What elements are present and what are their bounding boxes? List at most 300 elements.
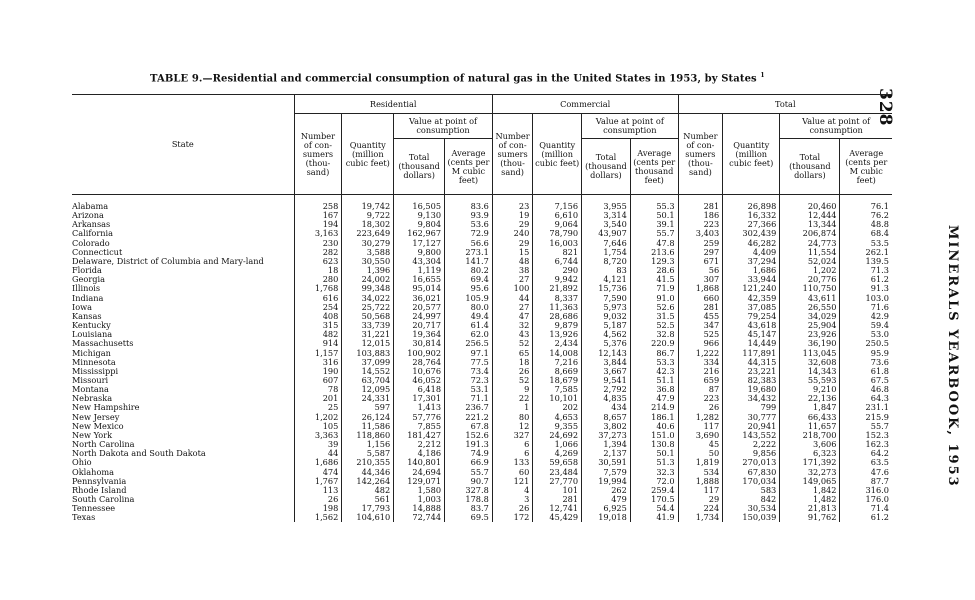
value-cell: 45 [678, 440, 723, 449]
value-cell: 16,655 [394, 275, 445, 284]
value-cell: 190 [294, 367, 342, 376]
value-cell: 281 [533, 495, 582, 504]
value-cell: 29 [492, 239, 532, 248]
value-cell: 52 [492, 339, 532, 348]
state-name-cell: Arizona [72, 211, 104, 221]
value-cell: 7,855 [394, 422, 445, 431]
value-cell: 51.1 [630, 376, 678, 385]
value-cell: 7,216 [533, 358, 582, 367]
value-cell: 71.4 [840, 504, 892, 513]
value-cell: 8,669 [533, 367, 582, 376]
value-cell: 6,323 [780, 449, 840, 458]
value-cell: 61.8 [840, 367, 892, 376]
value-cell: 9,800 [394, 248, 445, 257]
value-cell: 42.3 [630, 367, 678, 376]
value-cell: 103,883 [342, 349, 394, 358]
value-cell: 3,588 [342, 248, 394, 257]
value-cell: 25 [294, 403, 342, 412]
value-cell: 307 [678, 275, 723, 284]
residential-value-total-header: Total (thousand dollars) [394, 139, 445, 195]
value-cell: 479 [582, 495, 631, 504]
value-cell: 11,586 [342, 422, 394, 431]
total-number-header: Number of con- sumers (thou- sand) [678, 114, 723, 195]
value-cell: 129.3 [630, 257, 678, 266]
value-cell: 24,997 [394, 312, 445, 321]
value-cell: 19,994 [582, 477, 631, 486]
title-footnote-marker: 1 [760, 72, 765, 79]
value-cell: 100 [492, 284, 532, 293]
value-cell: 9,856 [723, 449, 780, 458]
value-cell: 19,680 [723, 385, 780, 394]
commercial-group-header: Commercial [492, 95, 678, 114]
value-cell: 3,606 [780, 440, 840, 449]
value-cell: 18 [492, 358, 532, 367]
value-cell: 224 [678, 504, 723, 513]
value-cell: 149,065 [780, 477, 840, 486]
value-cell: 20,776 [780, 275, 840, 284]
value-cell: 8,720 [582, 257, 631, 266]
value-cell: 50.1 [630, 211, 678, 220]
table-row [72, 312, 892, 321]
state-name-cell: Georgia [72, 275, 105, 285]
value-cell: 5,973 [582, 303, 631, 312]
value-cell: 5,376 [582, 339, 631, 348]
value-cell: 29 [678, 495, 723, 504]
value-cell: 55.7 [840, 422, 892, 431]
value-cell: 9,879 [533, 321, 582, 330]
value-cell: 7,156 [533, 195, 582, 212]
value-cell: 3,802 [582, 422, 631, 431]
value-cell: 9,210 [780, 385, 840, 394]
value-cell: 44,346 [342, 468, 394, 477]
value-cell: 19,018 [582, 513, 631, 522]
value-cell: 327 [492, 431, 532, 440]
value-cell: 19,742 [342, 195, 394, 212]
value-cell: 59,658 [533, 458, 582, 467]
value-cell: 143,552 [723, 431, 780, 440]
value-cell: 25,722 [342, 303, 394, 312]
value-cell: 44,315 [723, 358, 780, 367]
value-cell: 12,095 [342, 385, 394, 394]
value-cell: 118,860 [342, 431, 394, 440]
value-cell: 91,762 [780, 513, 840, 522]
table-row [72, 330, 892, 339]
value-cell: 33,739 [342, 321, 394, 330]
value-cell: 34,029 [780, 312, 840, 321]
value-cell: 43,907 [582, 229, 631, 238]
state-name-cell: Mississippi [72, 366, 119, 376]
residential-group-header: Residential [294, 95, 492, 114]
value-cell: 32 [492, 321, 532, 330]
value-cell: 47.9 [630, 394, 678, 403]
value-cell: 83.7 [445, 504, 493, 513]
value-cell: 14,449 [723, 339, 780, 348]
state-name-cell: Connecticut [72, 247, 123, 257]
value-cell: 19,364 [394, 330, 445, 339]
state-name-cell: Pennsylvania [72, 476, 127, 486]
value-cell: 616 [294, 294, 342, 303]
value-cell: 95.9 [840, 349, 892, 358]
value-cell: 4,562 [582, 330, 631, 339]
value-cell: 186.1 [630, 413, 678, 422]
value-cell: 52.5 [630, 321, 678, 330]
table-row [72, 220, 892, 229]
table-row [72, 440, 892, 449]
residential-quantity-header: Quantity (million cubic feet) [342, 114, 394, 195]
value-cell: 32,273 [780, 468, 840, 477]
value-cell: 4,653 [533, 413, 582, 422]
value-cell: 21,892 [533, 284, 582, 293]
value-cell: 23,221 [723, 367, 780, 376]
value-cell: 290 [533, 266, 582, 275]
value-cell: 28,686 [533, 312, 582, 321]
value-cell: 91.3 [840, 284, 892, 293]
value-cell: 230 [294, 239, 342, 248]
state-name-cell: Florida [72, 266, 102, 276]
value-cell: 73.4 [445, 367, 493, 376]
value-cell: 2,222 [723, 440, 780, 449]
total-value-header: Value at point of consumption [780, 114, 892, 139]
residential-value-header: Value at point of consumption [394, 114, 493, 139]
value-cell: 3,955 [582, 195, 631, 212]
value-cell: 1,767 [294, 477, 342, 486]
value-cell: 69.5 [445, 513, 493, 522]
value-cell: 6 [492, 449, 532, 458]
value-cell: 8,657 [582, 413, 631, 422]
value-cell: 26 [492, 367, 532, 376]
value-cell: 176.0 [840, 495, 892, 504]
state-name-cell: North Carolina [72, 440, 135, 450]
table-row [72, 303, 892, 312]
value-cell: 51.3 [630, 458, 678, 467]
value-cell: 1,282 [678, 413, 723, 422]
value-cell: 37,099 [342, 358, 394, 367]
state-name-cell: New Jersey [72, 412, 120, 422]
value-cell: 1,580 [394, 486, 445, 495]
value-cell: 104,610 [342, 513, 394, 522]
value-cell: 26,898 [723, 195, 780, 212]
value-cell: 12,143 [582, 349, 631, 358]
value-cell: 7,585 [533, 385, 582, 394]
value-cell: 44 [294, 449, 342, 458]
table-row [72, 422, 892, 431]
value-cell: 20,717 [394, 321, 445, 330]
value-cell: 1,868 [678, 284, 723, 293]
value-cell: 162,967 [394, 229, 445, 238]
value-cell: 597 [342, 403, 394, 412]
state-name-cell: Delaware, District of Columbia and Mary-land [72, 256, 264, 266]
state-name-cell: New Hampshire [72, 403, 140, 413]
table-row [72, 513, 892, 522]
value-cell: 130.8 [630, 440, 678, 449]
state-name-cell: North Dakota and South Dakota [72, 449, 206, 459]
value-cell: 95,014 [394, 284, 445, 293]
value-cell: 26 [294, 495, 342, 504]
state-name-cell: Missouri [72, 375, 109, 385]
value-cell: 55.3 [630, 195, 678, 212]
value-cell: 334 [678, 358, 723, 367]
value-cell: 36,190 [780, 339, 840, 348]
value-cell: 78 [294, 385, 342, 394]
value-cell: 1,119 [394, 266, 445, 275]
value-cell: 63.5 [840, 458, 892, 467]
value-cell: 3,667 [582, 367, 631, 376]
value-cell: 262.1 [840, 248, 892, 257]
value-cell: 9,942 [533, 275, 582, 284]
value-cell: 32.3 [630, 468, 678, 477]
value-cell: 87 [678, 385, 723, 394]
value-cell: 41.5 [630, 275, 678, 284]
table-row [72, 376, 892, 385]
value-cell: 14,008 [533, 349, 582, 358]
value-cell: 170.5 [630, 495, 678, 504]
commercial-value-header: Value at point of consumption [582, 114, 679, 139]
value-cell: 2,434 [533, 339, 582, 348]
value-cell: 141.7 [445, 257, 493, 266]
value-cell: 47.6 [840, 468, 892, 477]
value-cell: 14,552 [342, 367, 394, 376]
value-cell: 1,222 [678, 349, 723, 358]
value-cell: 1,842 [780, 486, 840, 495]
value-cell: 7,646 [582, 239, 631, 248]
value-cell: 302,439 [723, 229, 780, 238]
value-cell: 14,888 [394, 504, 445, 513]
value-cell: 2,212 [394, 440, 445, 449]
value-cell: 34,022 [342, 294, 394, 303]
value-cell: 139.5 [840, 257, 892, 266]
commercial-quantity-header: Quantity (million cubic feet) [533, 114, 582, 195]
value-cell: 15,736 [582, 284, 631, 293]
value-cell: 43,304 [394, 257, 445, 266]
value-cell: 236.7 [445, 403, 493, 412]
table-row [72, 195, 892, 212]
value-cell: 43,618 [723, 321, 780, 330]
value-cell: 105.9 [445, 294, 493, 303]
value-cell: 13,344 [780, 220, 840, 229]
value-cell: 583 [723, 486, 780, 495]
value-cell: 50 [678, 449, 723, 458]
value-cell: 660 [678, 294, 723, 303]
commercial-value-total-header: Total (thousand dollars) [582, 139, 631, 195]
value-cell: 39.1 [630, 220, 678, 229]
data-table [72, 94, 892, 522]
value-cell: 9,032 [582, 312, 631, 321]
value-cell: 28,764 [394, 358, 445, 367]
state-name-cell: South Carolina [72, 495, 135, 504]
value-cell: 24,002 [342, 275, 394, 284]
value-cell: 101 [533, 486, 582, 495]
value-cell: 26,550 [780, 303, 840, 312]
value-cell: 623 [294, 257, 342, 266]
value-cell: 19 [492, 211, 532, 220]
table-row [72, 358, 892, 367]
value-cell: 799 [723, 403, 780, 412]
value-cell: 62.0 [445, 330, 493, 339]
value-cell: 561 [342, 495, 394, 504]
value-cell: 206,874 [780, 229, 840, 238]
value-cell: 1,157 [294, 349, 342, 358]
value-cell: 113,045 [780, 349, 840, 358]
value-cell: 72,744 [394, 513, 445, 522]
value-cell: 151.0 [630, 431, 678, 440]
running-head: MINERALS YEARBOOK, 1953 [945, 225, 960, 488]
value-cell: 27 [492, 303, 532, 312]
value-cell: 83.6 [445, 195, 493, 212]
table-row [72, 275, 892, 284]
value-cell: 482 [342, 486, 394, 495]
value-cell: 61.4 [445, 321, 493, 330]
value-cell: 1,686 [723, 266, 780, 275]
value-cell: 41.9 [630, 513, 678, 522]
table-title: TABLE 9.—Residential and commercial consumption of natural gas in the United States in 1953, by States $^1$ [150, 72, 765, 85]
value-cell: 202 [533, 403, 582, 412]
value-cell: 24,694 [394, 468, 445, 477]
value-cell: 3,690 [678, 431, 723, 440]
value-cell: 56 [678, 266, 723, 275]
value-cell: 80 [492, 413, 532, 422]
value-cell: 55.7 [630, 229, 678, 238]
value-cell: 10,676 [394, 367, 445, 376]
value-cell: 18,302 [342, 220, 394, 229]
value-cell: 48.8 [840, 220, 892, 229]
value-cell: 5,587 [342, 449, 394, 458]
value-cell: 42,359 [723, 294, 780, 303]
value-cell: 210,355 [342, 458, 394, 467]
table-row [72, 321, 892, 330]
value-cell: 16,332 [723, 211, 780, 220]
state-name-cell: Oklahoma [72, 467, 115, 477]
value-cell: 9,355 [533, 422, 582, 431]
value-cell: 914 [294, 339, 342, 348]
value-cell: 220.9 [630, 339, 678, 348]
value-cell: 280 [294, 275, 342, 284]
value-cell: 30,591 [582, 458, 631, 467]
value-cell: 4,186 [394, 449, 445, 458]
value-cell: 474 [294, 468, 342, 477]
value-cell: 482 [294, 330, 342, 339]
value-cell: 259 [678, 239, 723, 248]
value-cell: 4,269 [533, 449, 582, 458]
value-cell: 256.5 [445, 339, 493, 348]
state-name-cell: Louisiana [72, 330, 113, 340]
state-name-cell: Arkansas [72, 220, 111, 230]
value-cell: 3,540 [582, 220, 631, 229]
value-cell: 59.4 [840, 321, 892, 330]
value-cell: 17,793 [342, 504, 394, 513]
value-cell: 316 [294, 358, 342, 367]
value-cell: 65 [492, 349, 532, 358]
value-cell: 966 [678, 339, 723, 348]
value-cell: 259.4 [630, 486, 678, 495]
commercial-value-average-header: Average (cents per thousand feet) [630, 139, 678, 195]
value-cell: 6 [492, 440, 532, 449]
state-name-cell: Massachusetts [72, 339, 134, 349]
value-cell: 47.8 [630, 239, 678, 248]
state-name-cell: Kentucky [72, 321, 111, 331]
state-name-cell: New Mexico [72, 421, 124, 431]
value-cell: 3 [492, 495, 532, 504]
table-row [72, 486, 892, 495]
value-cell: 9 [492, 385, 532, 394]
value-cell: 4,409 [723, 248, 780, 257]
table-row [72, 229, 892, 238]
value-cell: 105 [294, 422, 342, 431]
value-cell: 37,273 [582, 431, 631, 440]
value-cell: 71.9 [630, 284, 678, 293]
value-cell: 9,541 [582, 376, 631, 385]
value-cell: 16,505 [394, 195, 445, 212]
value-cell: 216 [678, 367, 723, 376]
value-cell: 162.3 [840, 440, 892, 449]
value-cell: 72.0 [630, 477, 678, 486]
value-cell: 48 [492, 257, 532, 266]
value-cell: 152.6 [445, 431, 493, 440]
value-cell: 6,610 [533, 211, 582, 220]
value-cell: 215.9 [840, 413, 892, 422]
value-cell: 67,830 [723, 468, 780, 477]
value-cell: 1,482 [780, 495, 840, 504]
value-cell: 12,444 [780, 211, 840, 220]
value-cell: 14,343 [780, 367, 840, 376]
value-cell: 20,577 [394, 303, 445, 312]
value-cell: 71.6 [840, 303, 892, 312]
value-cell: 7,590 [582, 294, 631, 303]
value-cell: 525 [678, 330, 723, 339]
value-cell: 1,686 [294, 458, 342, 467]
value-cell: 213.6 [630, 248, 678, 257]
value-cell: 262 [582, 486, 631, 495]
value-cell: 11,363 [533, 303, 582, 312]
value-cell: 71.1 [445, 394, 493, 403]
value-cell: 250.5 [840, 339, 892, 348]
value-cell: 33,944 [723, 275, 780, 284]
value-cell: 53.5 [840, 239, 892, 248]
value-cell: 42.9 [840, 312, 892, 321]
value-cell: 223 [678, 394, 723, 403]
value-cell: 20,941 [723, 422, 780, 431]
value-cell: 191.3 [445, 440, 493, 449]
value-cell: 24,773 [780, 239, 840, 248]
value-cell: 52.6 [630, 303, 678, 312]
value-cell: 273.1 [445, 248, 493, 257]
state-name-cell: Colorado [72, 238, 110, 248]
value-cell: 3,844 [582, 358, 631, 367]
value-cell: 6,418 [394, 385, 445, 394]
state-name-cell: Indiana [72, 293, 104, 303]
value-cell: 201 [294, 394, 342, 403]
value-cell: 45,429 [533, 513, 582, 522]
value-cell: 87.7 [840, 477, 892, 486]
value-cell: 12,741 [533, 504, 582, 513]
table-row [72, 394, 892, 403]
value-cell: 36.8 [630, 385, 678, 394]
value-cell: 129,071 [394, 477, 445, 486]
value-cell: 214.9 [630, 403, 678, 412]
value-cell: 2,137 [582, 449, 631, 458]
table-row [72, 257, 892, 266]
value-cell: 258 [294, 195, 342, 212]
value-cell: 1,562 [294, 513, 342, 522]
value-cell: 198 [294, 504, 342, 513]
value-cell: 27,366 [723, 220, 780, 229]
value-cell: 53.1 [445, 385, 493, 394]
value-cell: 12,015 [342, 339, 394, 348]
value-cell: 281 [678, 303, 723, 312]
value-cell: 53.6 [445, 220, 493, 229]
value-cell: 37,085 [723, 303, 780, 312]
total-group-header: Total [678, 95, 892, 114]
value-cell: 99,348 [342, 284, 394, 293]
